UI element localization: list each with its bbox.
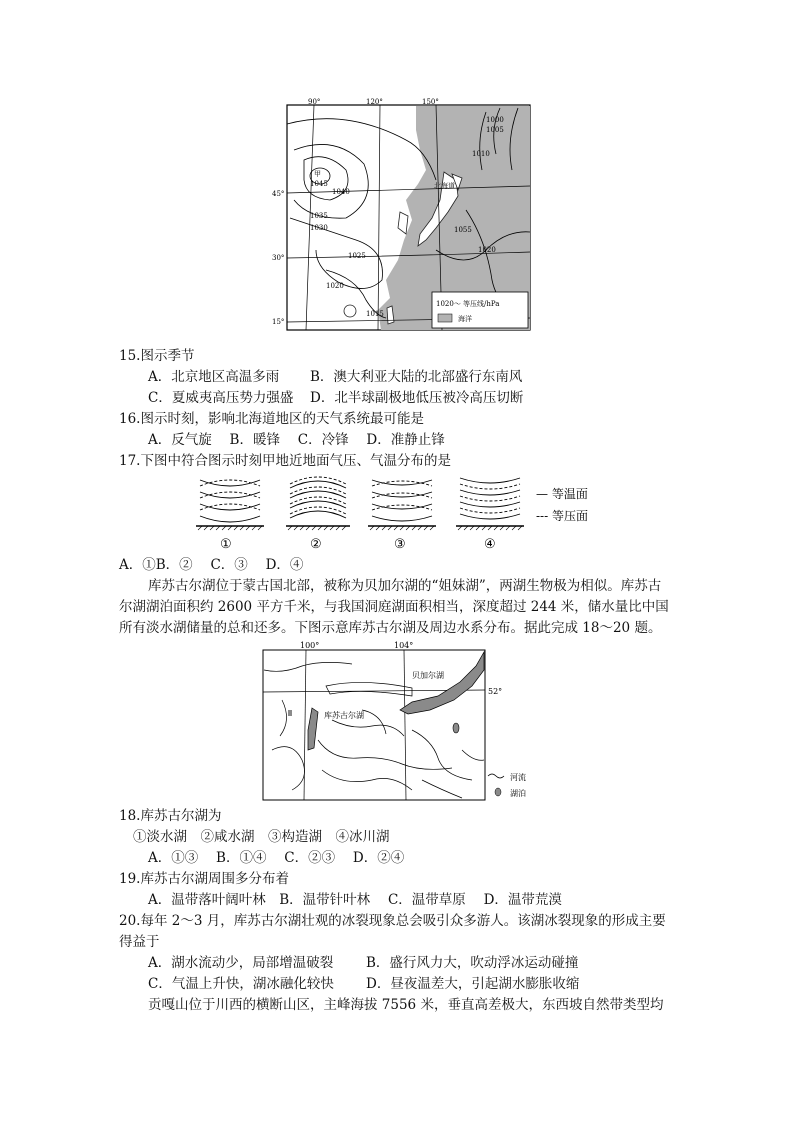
q16-options: A．反气旋 B．暖锋 C．冷锋 D．准静止锋 — [148, 432, 445, 448]
isobar-label: 1000 — [486, 116, 504, 124]
lake-map — [262, 640, 538, 802]
lat-label: 30° — [272, 254, 285, 262]
q20-option-b: B．盛行风力大，吹动浮冰运动碰撞 — [366, 955, 579, 971]
q17-options: A．①B．② C．③ D．④ — [119, 557, 304, 573]
passage-line-3: 所有淡水湖储量的总和还多。下图示意库苏古尔湖及周边水系分布。据此完成 18～20 题。 — [119, 620, 662, 636]
q15-option-d: D．北半球副极地低压被冷高压切断 — [310, 390, 524, 406]
lon-label: 90° — [308, 98, 321, 106]
q20-stem-2: 得益于 — [119, 934, 160, 950]
isobar-label: 1015 — [366, 310, 384, 318]
legend-lake: 湖泊 — [510, 789, 526, 798]
lat-label: 52° — [488, 687, 503, 696]
isobar-label: 1025 — [348, 252, 366, 260]
q20-option-c: C．气温上升快，湖冰融化较快 — [148, 976, 334, 992]
legend-isobar: 1020～ 等压线/hPa — [436, 300, 500, 308]
pressure-temperature-diagram — [192, 470, 612, 554]
q18-options: A．①③ B．①④ C．②③ D．②④ — [148, 850, 405, 866]
legend-pressure: --- 等压面 — [536, 509, 588, 523]
isobar-map — [272, 98, 532, 332]
q18-items: ①淡水湖 ②咸水湖 ③构造湖 ④冰川湖 — [133, 829, 390, 845]
q19-options: A．温带落叶阔叶林 B．温带针叶林 C．温带草原 D．温带荒漠 — [148, 892, 562, 908]
legend-river: 河流 — [510, 773, 526, 782]
lon-label: 104° — [394, 641, 414, 650]
isobar-label: 1045 — [310, 180, 328, 188]
panel-label: ③ — [394, 537, 406, 552]
lat-label: 15° — [272, 318, 285, 326]
panel-3 — [368, 480, 436, 530]
isobar-label: 1030 — [310, 224, 328, 232]
lake-khuvsgul-label: 库苏古尔湖 — [324, 711, 364, 720]
lake-baikal-label: 贝加尔湖 — [412, 671, 444, 680]
lat-label: 45° — [272, 190, 285, 198]
tail-line-1: 贡嘎山位于川西的横断山区，主峰海拔 7556 米，垂直高差极大，东西坡自然带类型均 — [148, 997, 664, 1013]
isobar-label: 1010 — [472, 150, 490, 158]
q20-option-d: D．昼夜温差大，引起湖水膨胀收缩 — [366, 976, 580, 992]
panel-label: ① — [220, 537, 232, 552]
q18-stem: 18.库苏古尔湖为 — [119, 808, 222, 824]
high-label: 甲 — [314, 170, 321, 178]
lon-label: 120° — [366, 98, 383, 106]
q20-option-a: A．湖水流动少，局部增温破裂 — [148, 955, 334, 971]
panel-4 — [456, 478, 524, 530]
q15-option-c: C．夏威夷高压势力强盛 — [148, 390, 294, 406]
isobar-label: 1040 — [332, 188, 350, 196]
panel-label: ② — [310, 537, 322, 552]
passage-line-1: 库苏古尔湖位于蒙古国北部，被称为贝加尔湖的“姐妹湖”，两湖生物极为相似。库苏古 — [148, 578, 662, 594]
q15-stem: 15.图示季节 — [119, 348, 195, 364]
isobar-label: 1035 — [310, 212, 328, 220]
q17-stem: 17.下图中符合图示时刻甲地近地面气压、气温分布的是 — [119, 453, 451, 469]
isobar-label: 1055 — [454, 226, 472, 234]
q16-stem: 16.图示时刻，影响北海道地区的天气系统最可能是 — [119, 411, 424, 427]
q19-stem: 19.库苏古尔湖周围多分布着 — [119, 871, 289, 887]
place-label: 北海道 — [434, 182, 455, 190]
legend-temperature: — 等温面 — [536, 487, 588, 501]
isobar-label: 1020 — [326, 282, 344, 290]
legend-ocean: 海洋 — [458, 315, 472, 323]
panel-label: ④ — [484, 537, 496, 552]
q20-stem-1: 20.每年 2～3 月，库苏古尔湖壮观的冰裂现象总会吸引众多游人。该湖冰裂现象的形成主要 — [119, 913, 666, 929]
isobar-label: 1020 — [478, 246, 496, 254]
panel-2 — [286, 477, 350, 530]
passage-line-2: 尔湖湖泊面积约 2600 平方千米，与我国洞庭湖面积相当，深度超过 244 米，储水量比中国 — [119, 599, 669, 615]
q15-option-a: A．北京地区高温多雨 — [148, 369, 280, 385]
lon-label: 100° — [300, 641, 320, 650]
panel-1 — [196, 480, 264, 530]
lon-label: 150° — [422, 98, 439, 106]
isobar-label: 1005 — [486, 126, 504, 134]
q15-option-b: B．澳大利亚大陆的北部盛行东南风 — [310, 369, 523, 385]
